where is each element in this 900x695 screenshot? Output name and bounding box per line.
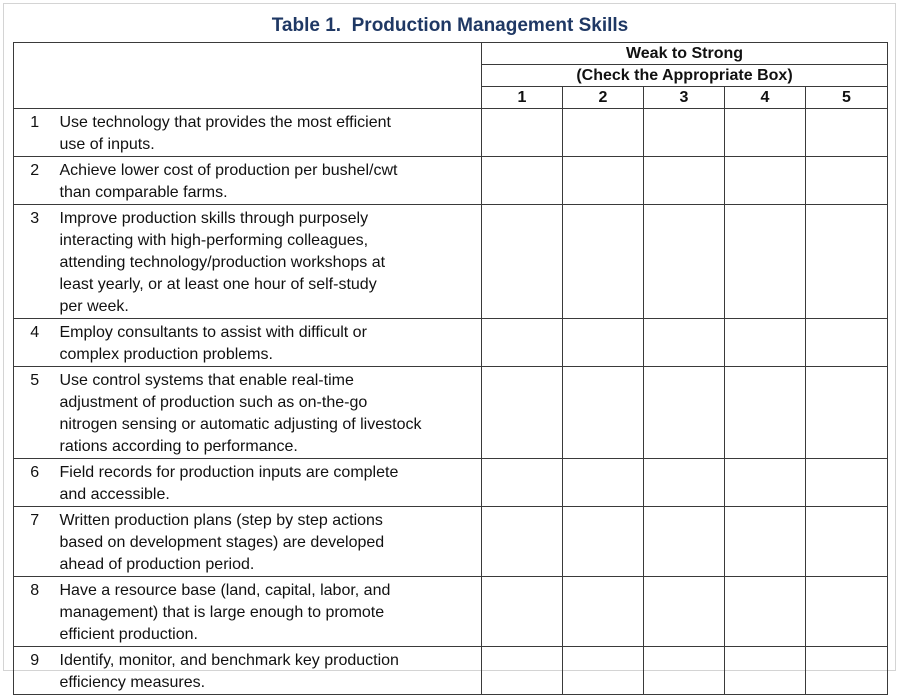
skill-row <box>14 507 888 577</box>
rating-box-2[interactable] <box>563 109 644 157</box>
rating-box-3[interactable] <box>644 157 725 205</box>
rating-box-5[interactable] <box>806 507 888 577</box>
rating-header-1: 1 <box>482 87 563 109</box>
rating-box-2[interactable] <box>563 459 644 507</box>
skill-description <box>56 647 482 695</box>
skill-description-line: and accessible. <box>59 486 170 503</box>
skill-description <box>56 367 482 459</box>
rating-box-3[interactable] <box>644 577 725 647</box>
rating-box-2[interactable] <box>563 507 644 577</box>
rating-box-3[interactable] <box>644 647 725 695</box>
skill-description-line: ahead of production period. <box>59 556 255 573</box>
skill-row <box>14 367 888 459</box>
rating-box-5[interactable] <box>806 157 888 205</box>
rating-header-5: 5 <box>806 87 888 109</box>
rating-box-3[interactable] <box>644 367 725 459</box>
skill-number: 6 <box>14 459 56 507</box>
rating-box-4[interactable] <box>725 507 806 577</box>
skill-number: 1 <box>14 109 56 157</box>
rating-box-4[interactable] <box>725 367 806 459</box>
skill-description <box>56 459 482 507</box>
skill-row <box>14 577 888 647</box>
skill-description-line: use of inputs. <box>59 136 155 153</box>
rating-box-5[interactable] <box>806 577 888 647</box>
skill-description <box>56 157 482 205</box>
skill-number: 3 <box>14 205 56 319</box>
rating-box-2[interactable] <box>563 367 644 459</box>
rating-box-1[interactable] <box>482 157 563 205</box>
skill-description <box>56 507 482 577</box>
rating-box-5[interactable] <box>806 647 888 695</box>
skill-row <box>14 647 888 695</box>
skill-description-line: interacting with high-performing colleagues, <box>59 232 369 249</box>
skill-number: 4 <box>14 319 56 367</box>
rating-box-2[interactable] <box>563 577 644 647</box>
rating-box-3[interactable] <box>644 205 725 319</box>
rating-box-2[interactable] <box>563 647 644 695</box>
scale-label: Weak to Strong <box>482 43 888 65</box>
skill-row <box>14 319 888 367</box>
rating-header-2: 2 <box>563 87 644 109</box>
instruction-label: (Check the Appropriate Box) <box>482 65 888 87</box>
table-body <box>14 43 888 695</box>
skill-description-line: least yearly, or at least one hour of self-study <box>59 276 377 293</box>
skill-description-line: Have a resource base (land, capital, labor, and <box>59 582 391 599</box>
skill-row <box>14 109 888 157</box>
skill-number: 7 <box>14 507 56 577</box>
rating-box-3[interactable] <box>644 109 725 157</box>
skill-description-line: Field records for production inputs are complete <box>59 464 399 481</box>
rating-box-1[interactable] <box>482 319 563 367</box>
rating-box-1[interactable] <box>482 459 563 507</box>
rating-box-2[interactable] <box>563 319 644 367</box>
rating-box-4[interactable] <box>725 577 806 647</box>
skills-table <box>13 42 888 695</box>
rating-header-4: 4 <box>725 87 806 109</box>
rating-box-5[interactable] <box>806 205 888 319</box>
skill-number: 9 <box>14 647 56 695</box>
rating-box-3[interactable] <box>644 507 725 577</box>
skill-description <box>56 109 482 157</box>
rating-box-4[interactable] <box>725 459 806 507</box>
rating-box-5[interactable] <box>806 367 888 459</box>
skill-description-line: complex production problems. <box>59 346 273 363</box>
skill-row <box>14 205 888 319</box>
skill-description-line: Use technology that provides the most efficient <box>59 114 391 131</box>
skill-description-line: attending technology/production workshops at <box>59 254 386 271</box>
rating-header-3: 3 <box>644 87 725 109</box>
rating-box-1[interactable] <box>482 109 563 157</box>
rating-box-5[interactable] <box>806 109 888 157</box>
skill-description-line: based on development stages) are developed <box>59 534 385 551</box>
rating-box-1[interactable] <box>482 205 563 319</box>
rating-box-3[interactable] <box>644 319 725 367</box>
skill-description <box>56 205 482 319</box>
header-row-scale <box>14 43 888 65</box>
skill-description <box>56 319 482 367</box>
rating-box-4[interactable] <box>725 109 806 157</box>
rating-box-1[interactable] <box>482 367 563 459</box>
skill-row <box>14 459 888 507</box>
skill-description-line: nitrogen sensing or automatic adjusting of livestock <box>59 416 422 433</box>
rating-box-1[interactable] <box>482 577 563 647</box>
skill-description-line: per week. <box>59 298 129 315</box>
rating-box-2[interactable] <box>563 205 644 319</box>
rating-box-5[interactable] <box>806 459 888 507</box>
skill-description-line: Improve production skills through purposely <box>59 210 369 227</box>
rating-box-5[interactable] <box>806 319 888 367</box>
skill-description-line: efficiency measures. <box>59 674 206 691</box>
rating-box-4[interactable] <box>725 157 806 205</box>
skill-number: 8 <box>14 577 56 647</box>
skill-number: 5 <box>14 367 56 459</box>
table-title: Table 1. Production Management Skills <box>271 15 629 36</box>
skill-row <box>14 157 888 205</box>
skill-description-line: Written production plans (step by step actions <box>59 512 383 529</box>
skill-number: 2 <box>14 157 56 205</box>
skill-description-line: Use control systems that enable real-time <box>59 372 354 389</box>
rating-box-4[interactable] <box>725 205 806 319</box>
skill-description-line: Achieve lower cost of production per bushel/cwt <box>59 162 398 179</box>
skill-description-line: management) that is large enough to promote <box>59 604 385 621</box>
rating-box-4[interactable] <box>725 647 806 695</box>
skill-description-line: efficient production. <box>59 626 198 643</box>
skill-description <box>56 577 482 647</box>
skill-description-line: rations according to performance. <box>59 438 298 455</box>
rating-box-1[interactable] <box>482 507 563 577</box>
rating-box-3[interactable] <box>644 459 725 507</box>
rating-box-4[interactable] <box>725 319 806 367</box>
rating-box-1[interactable] <box>482 647 563 695</box>
skill-description-line: than comparable farms. <box>59 184 228 201</box>
rating-box-2[interactable] <box>563 157 644 205</box>
header-blank-cell <box>14 43 482 109</box>
skill-description-line: Employ consultants to assist with difficult or <box>59 324 367 341</box>
skill-description-line: adjustment of production such as on-the-go <box>59 394 368 411</box>
skill-description-line: Identify, monitor, and benchmark key production <box>59 652 399 669</box>
